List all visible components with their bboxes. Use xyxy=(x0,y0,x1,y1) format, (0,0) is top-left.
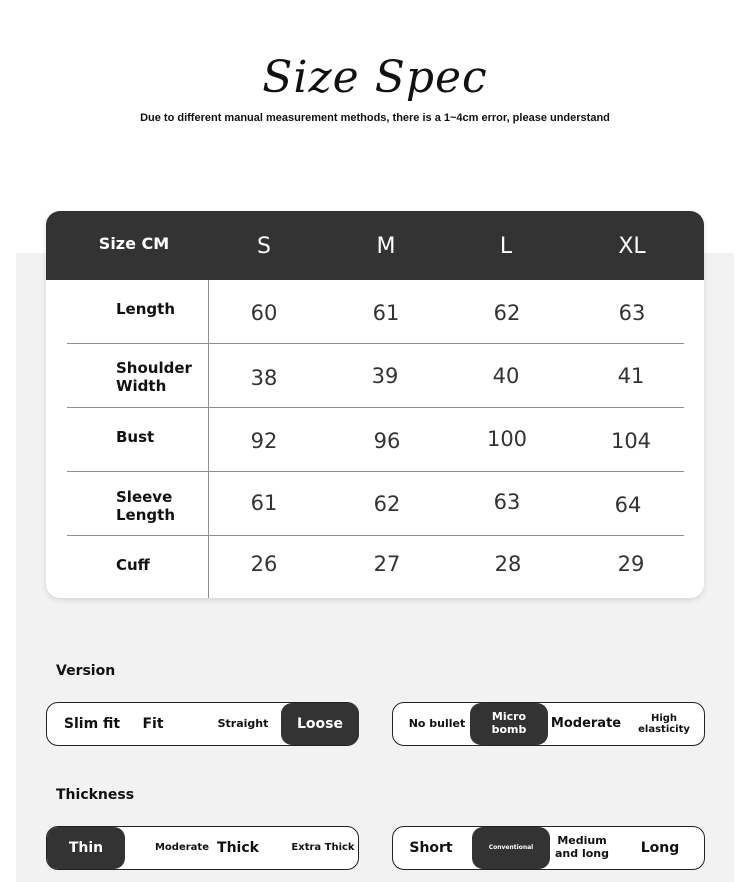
table-cell: 61 xyxy=(372,301,400,325)
table-cell: 28 xyxy=(494,552,522,576)
row-label-shoulder-width: Shoulder Width xyxy=(116,359,192,395)
elasticity-option-high-elasticity[interactable]: High elasticity xyxy=(638,712,690,735)
size-table-header xyxy=(46,211,704,280)
row-label-sleeve-length: Sleeve Length xyxy=(116,488,175,524)
fit-option-loose[interactable]: Loose xyxy=(281,703,359,745)
elasticity-option-micro-bomb[interactable]: Micro bomb xyxy=(470,703,548,745)
thickness-selector xyxy=(46,826,359,870)
table-cell: 39 xyxy=(371,364,399,388)
elasticity-option-no-bullet[interactable]: No bullet xyxy=(408,716,466,730)
table-cell: 61 xyxy=(250,491,278,515)
row-divider xyxy=(67,343,684,344)
measurement-note: Due to different manual measurement methods, there is a 1~4cm error, please understand xyxy=(140,112,610,124)
size-header-s: S xyxy=(257,234,271,259)
row-label-cuff: Cuff xyxy=(116,556,150,574)
table-cell: 100 xyxy=(486,427,528,451)
table-cell: 62 xyxy=(373,492,401,516)
thickness-option-extra-thick[interactable]: Extra Thick xyxy=(291,842,355,854)
size-header-xl: XL xyxy=(618,234,646,259)
fit-selector xyxy=(46,702,359,746)
row-label-length: Length xyxy=(116,300,175,318)
table-cell: 104 xyxy=(610,429,652,453)
thickness-option-moderate[interactable]: Moderate xyxy=(154,842,209,854)
table-cell: 38 xyxy=(250,366,278,390)
size-header-l: L xyxy=(499,234,513,259)
size-header-m: M xyxy=(376,234,396,259)
length-selector xyxy=(392,826,705,870)
column-divider xyxy=(208,280,209,598)
table-cell: 26 xyxy=(250,552,278,576)
length-option-conventional[interactable]: Conventional xyxy=(472,827,550,869)
row-divider xyxy=(67,471,684,472)
table-cell: 40 xyxy=(492,364,520,388)
table-cell: 60 xyxy=(250,301,278,325)
row-divider xyxy=(67,535,684,536)
table-cell: 92 xyxy=(250,429,278,453)
table-cell: 96 xyxy=(373,429,401,453)
elasticity-option-moderate[interactable]: Moderate xyxy=(550,715,622,731)
table-cell: 41 xyxy=(617,364,645,388)
table-cell: 29 xyxy=(617,552,645,576)
page-title: Size Spec xyxy=(262,52,488,103)
length-option-medium-and-long[interactable]: Medium and long xyxy=(555,834,609,860)
table-cell: 63 xyxy=(618,301,646,325)
thickness-label: Thickness xyxy=(56,787,135,803)
length-option-long[interactable]: Long xyxy=(640,839,680,856)
table-cell: 63 xyxy=(493,490,521,514)
fit-option-slim-fit[interactable]: Slim fit xyxy=(63,715,121,732)
size-table xyxy=(46,211,704,598)
row-label-bust: Bust xyxy=(116,428,155,446)
version-label: Version xyxy=(56,663,116,679)
length-option-short[interactable]: Short xyxy=(409,839,453,856)
elasticity-selector xyxy=(392,702,705,746)
row-divider xyxy=(67,407,684,408)
thickness-option-thin[interactable]: Thin xyxy=(47,827,125,869)
table-cell: 27 xyxy=(373,552,401,576)
thickness-option-thick[interactable]: Thick xyxy=(217,839,259,856)
fit-option-fit[interactable]: Fit xyxy=(142,715,164,732)
table-cell: 64 xyxy=(614,493,642,517)
fit-option-straight[interactable]: Straight xyxy=(217,716,269,730)
table-cell: 62 xyxy=(493,301,521,325)
size-cm-header: Size CM xyxy=(98,234,170,253)
